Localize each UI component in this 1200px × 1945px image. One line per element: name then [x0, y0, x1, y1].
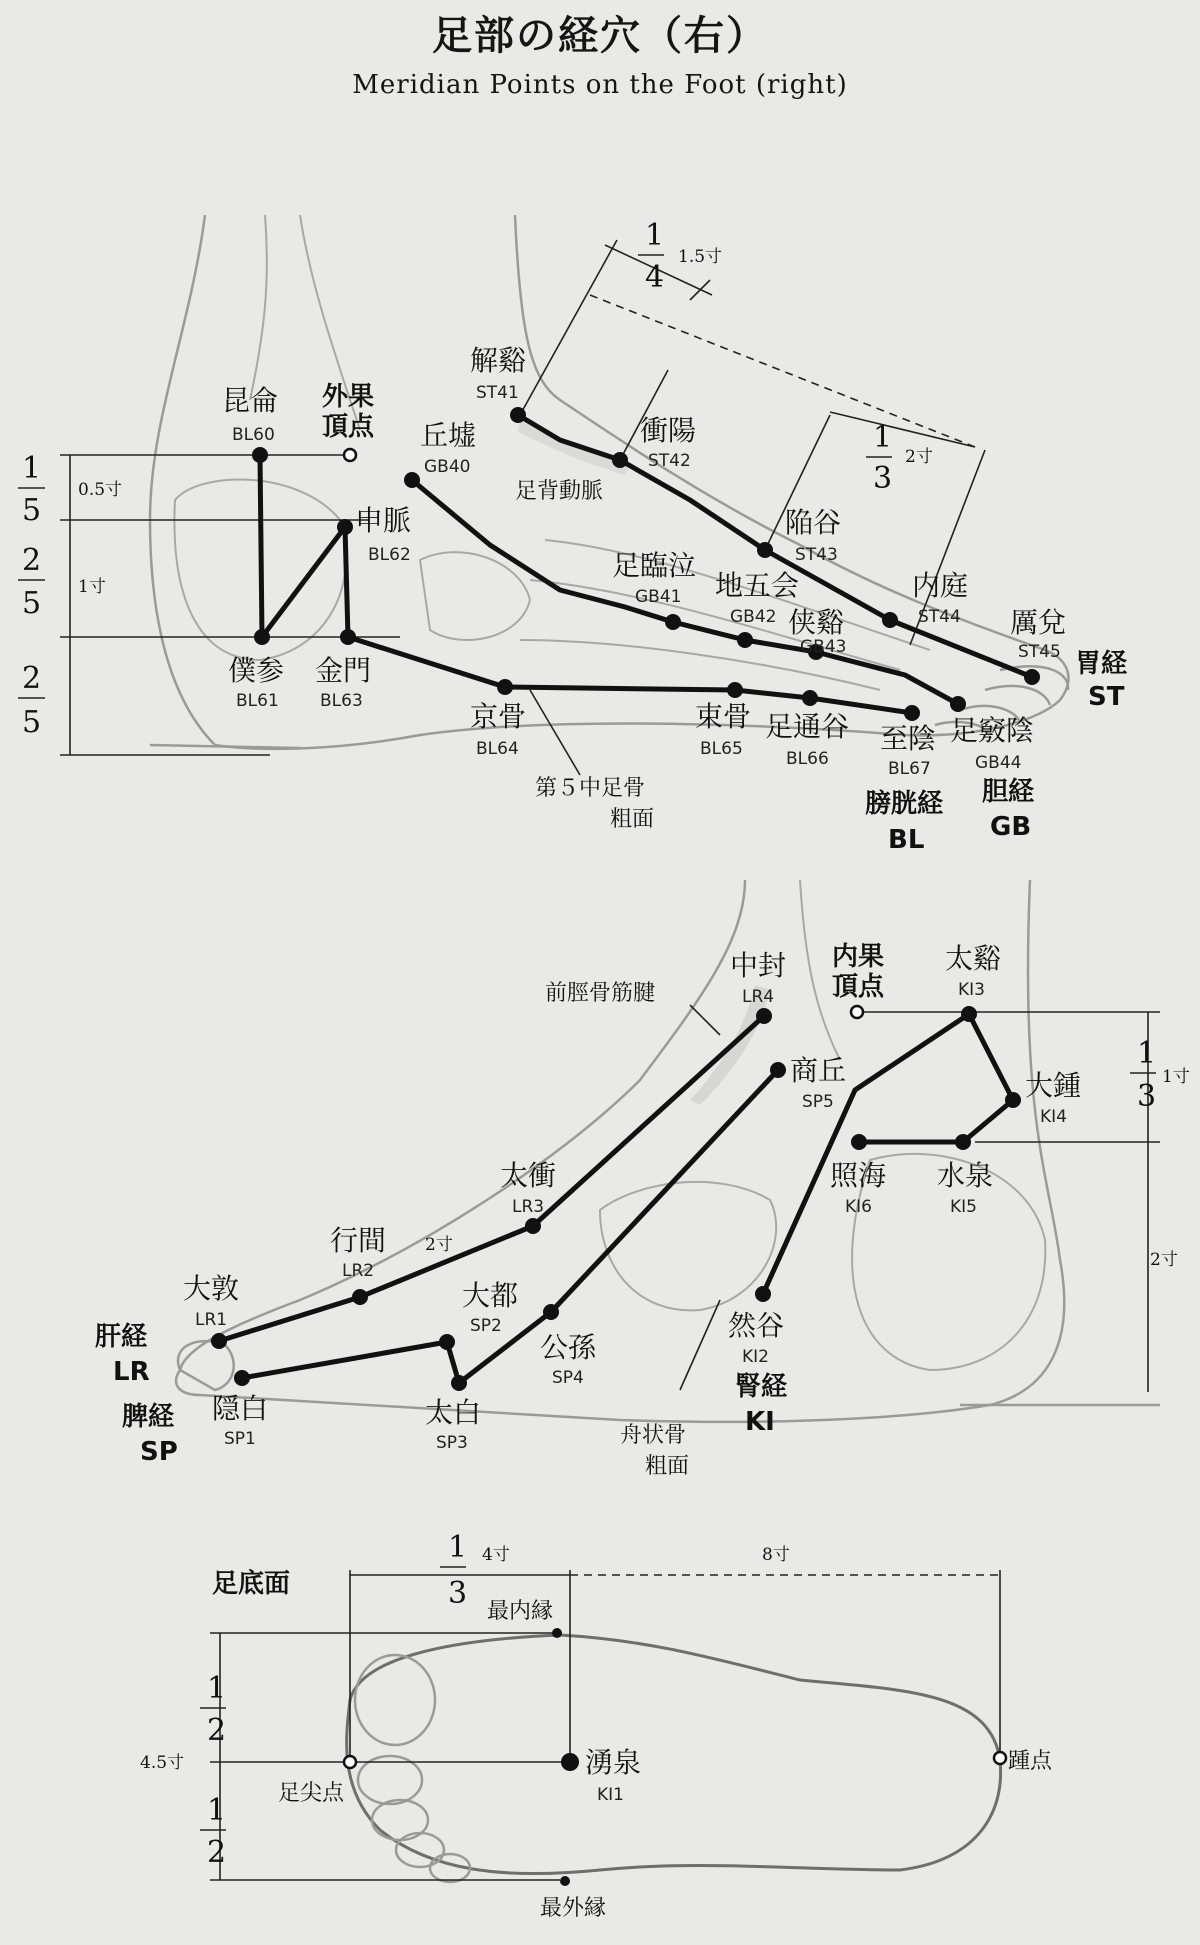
lateral-malleolus-apex-point[interactable]: [344, 449, 356, 461]
GB44-label: 足竅陰: [950, 714, 1035, 747]
ST-line: [518, 415, 1032, 677]
SP1-code: SP1: [224, 1429, 256, 1449]
KI3-point[interactable]: [961, 1006, 977, 1022]
KI6-code: KI6: [845, 1197, 872, 1217]
SP3-code: SP3: [436, 1433, 468, 1453]
medial-malleolus-label-2: 頂点: [832, 972, 885, 1002]
lateral-heel-line: [150, 745, 300, 748]
LR1-label: 大敦: [183, 1272, 240, 1305]
frac-1-5-den: 5: [22, 493, 42, 528]
lateral-view: [18, 215, 1127, 855]
innermost-label: 最内縁: [487, 1599, 554, 1624]
page-subtitle: Meridian Points on the Foot (right): [352, 70, 848, 100]
GB43-label: 侠谿: [788, 606, 845, 639]
frac-1-5-num: 1: [22, 451, 42, 486]
GB42-label: 地五会: [715, 569, 800, 602]
sole-toe-4: [396, 1833, 444, 1867]
GB42-point[interactable]: [737, 632, 753, 648]
ST44-label: 内庭: [912, 569, 969, 602]
GB42-code: GB42: [730, 607, 777, 627]
KI1-label: 湧泉: [585, 1746, 642, 1779]
toe-tip-label: 足尖点: [278, 1781, 345, 1806]
BL67-point[interactable]: [904, 705, 920, 721]
medial-tarsal-bones: [600, 1182, 776, 1310]
dorsal-measure-start: [520, 240, 617, 415]
LR4-label: 中封: [730, 949, 787, 982]
BL66-point[interactable]: [802, 690, 818, 706]
ST42-point[interactable]: [612, 452, 628, 468]
LR-meridian-code: LR: [113, 1357, 150, 1387]
BL62-point[interactable]: [337, 519, 353, 535]
GB43-code: GB43: [800, 637, 847, 657]
BL65-code: BL65: [700, 739, 743, 759]
KI4-label: 大鍾: [1025, 1069, 1082, 1102]
sole-toe-1: [355, 1655, 435, 1745]
dorsal-artery-label: 足背動脈: [515, 479, 604, 504]
frac-1-4-num: 1: [645, 218, 665, 253]
dorsal-artery-shade: [518, 420, 630, 475]
SP2-label: 大都: [462, 1279, 519, 1312]
KI-meridian-code: KI: [745, 1407, 775, 1437]
metatarsal-note-leader: [530, 690, 580, 775]
LR1-point[interactable]: [211, 1333, 227, 1349]
SP5-point[interactable]: [770, 1062, 786, 1078]
frac-1-4-den: 4: [645, 260, 665, 295]
metatarsal-note-2: 粗面: [610, 807, 655, 832]
measure-0-5-cun: 0.5寸: [78, 480, 123, 500]
navicular-note-2: 粗面: [645, 1454, 690, 1479]
GB41-code: GB41: [635, 587, 682, 607]
medial-malleolus-apex-point[interactable]: [851, 1006, 863, 1018]
measure-2-cun-a: 2寸: [905, 447, 933, 467]
innermost-edge-point[interactable]: [552, 1628, 562, 1638]
ST43-label: 陥谷: [785, 506, 842, 539]
dorsal-measure-b: [830, 412, 975, 447]
BL64-code: BL64: [476, 739, 519, 759]
KI1-code: KI1: [597, 1785, 624, 1805]
ST43-code: ST43: [795, 545, 838, 565]
sole-4-5-cun: 4.5寸: [140, 1753, 185, 1773]
medial-foot-outline: [176, 880, 1064, 1422]
frac-1-3-num: 1: [873, 420, 893, 455]
outermost-edge-point[interactable]: [560, 1876, 570, 1886]
frac-2-5a-num: 2: [22, 543, 42, 578]
frac-2-5a-den: 5: [22, 586, 42, 621]
tibialis-leader: [690, 1005, 720, 1035]
frac-1-2a-num: 1: [207, 1671, 227, 1706]
BL63-label: 金門: [315, 654, 372, 687]
ST44-point[interactable]: [882, 612, 898, 628]
medial-2-cun: 2寸: [1150, 1250, 1178, 1270]
LR3-code: LR3: [512, 1197, 545, 1217]
SP2-point[interactable]: [439, 1334, 455, 1350]
SP2-code: SP2: [470, 1316, 502, 1336]
medial-toe-big: [178, 1341, 234, 1390]
LR2-code: LR2: [342, 1261, 375, 1281]
KI2-code: KI2: [742, 1347, 769, 1367]
sole-view: [140, 1530, 1053, 1921]
heel-point[interactable]: [994, 1752, 1006, 1764]
KI6-point[interactable]: [851, 1134, 867, 1150]
LR4-code: LR4: [742, 987, 775, 1007]
KI1-point[interactable]: [561, 1753, 579, 1771]
measure-1-cun: 1寸: [78, 577, 106, 597]
GB44-point[interactable]: [950, 696, 966, 712]
SP4-point[interactable]: [543, 1304, 559, 1320]
SP3-label: 太白: [425, 1396, 482, 1429]
ST-meridian-code: ST: [1088, 682, 1125, 712]
frac-1-3c-den: 3: [448, 1576, 468, 1611]
BL62-code: BL62: [368, 545, 411, 565]
GB40-label: 丘墟: [420, 419, 477, 452]
ST42-code: ST42: [648, 451, 691, 471]
BL62-label: 申脈: [355, 504, 412, 537]
navicular-note-1: 舟状骨: [620, 1423, 687, 1448]
BL61-label: 僕参: [228, 654, 285, 687]
ST-meridian-label: 胃経: [1075, 649, 1128, 679]
BL-meridian-label: 膀胱経: [865, 789, 944, 819]
ST42-label: 衝陽: [640, 414, 697, 447]
lateral-toe-2: [985, 686, 1050, 705]
ST43-point[interactable]: [757, 542, 773, 558]
KI3-label: 太谿: [945, 942, 1002, 975]
frac-1-2a-den: 2: [207, 1713, 227, 1748]
SP-meridian-label: 脾経: [122, 1402, 175, 1432]
KI3-code: KI3: [958, 980, 985, 1000]
KI6-label: 照海: [830, 1159, 887, 1192]
BL66-code: BL66: [786, 749, 829, 769]
LR2-label: 行間: [330, 1224, 387, 1257]
BL61-code: BL61: [236, 691, 279, 711]
LR3-point[interactable]: [525, 1218, 541, 1234]
medial-malleolus-label-1: 内果: [832, 942, 885, 972]
lateral-foot-outline: [150, 215, 1068, 749]
SP1-label: 隠白: [212, 1392, 269, 1425]
SP-line: [242, 1070, 778, 1383]
KI4-code: KI4: [1040, 1107, 1067, 1127]
SP5-code: SP5: [802, 1092, 834, 1112]
frac-1-3c-num: 1: [448, 1530, 468, 1565]
BL64-point[interactable]: [497, 679, 513, 695]
BL60-label: 昆侖: [222, 384, 279, 417]
SP4-label: 公孫: [540, 1331, 597, 1364]
LR2-point[interactable]: [352, 1289, 368, 1305]
ST41-point[interactable]: [510, 407, 526, 423]
KI4-point[interactable]: [1005, 1092, 1021, 1108]
fibula-outline: [250, 215, 267, 400]
frac-1-3-den: 3: [873, 461, 893, 496]
SP4-code: SP4: [552, 1368, 584, 1388]
GB-meridian-code: GB: [990, 812, 1032, 842]
KI2-point[interactable]: [755, 1286, 771, 1302]
GB40-point[interactable]: [404, 472, 420, 488]
frac-1-3b-num: 1: [1137, 1036, 1157, 1071]
lateral-malleolus-label-2: 頂点: [322, 412, 375, 442]
outermost-label: 最外縁: [540, 1896, 607, 1921]
frac-2-5b-num: 2: [22, 661, 42, 696]
ST45-point[interactable]: [1024, 669, 1040, 685]
KI2-label: 然谷: [728, 1309, 785, 1342]
GB41-label: 足臨泣: [612, 549, 697, 582]
ST41-label: 解谿: [470, 344, 527, 377]
page-title: 足部の経穴（右）: [432, 12, 768, 59]
measure-1-5-cun: 1.5寸: [678, 247, 723, 267]
metatarsal-note-1: 第５中足骨: [535, 776, 646, 801]
GB40-code: GB40: [424, 457, 471, 477]
ST45-label: 厲兌: [1010, 606, 1067, 639]
navicular-leader: [680, 1300, 720, 1390]
frac-1-2b-den: 2: [207, 1835, 227, 1870]
BL66-label: 足通谷: [765, 710, 850, 743]
BL63-point[interactable]: [340, 629, 356, 645]
sole-4-cun: 4寸: [482, 1545, 510, 1565]
sole-title: 足底面: [212, 1569, 291, 1599]
KI5-code: KI5: [950, 1197, 977, 1217]
ST44-code: ST44: [918, 607, 961, 627]
LR4-point[interactable]: [756, 1008, 772, 1024]
GB-meridian-label: 胆経: [982, 777, 1035, 807]
tibialis-note: 前脛骨筋腱: [545, 981, 656, 1006]
SP3-point[interactable]: [451, 1375, 467, 1391]
toe-tip-point[interactable]: [344, 1756, 356, 1768]
dorsal-measure-tick: [690, 280, 710, 300]
sole-toe-2: [358, 1756, 422, 1804]
LR1-code: LR1: [195, 1310, 228, 1330]
frac-1-3b-den: 3: [1137, 1079, 1157, 1114]
SP5-label: 商丘: [790, 1054, 847, 1087]
ST45-code: ST45: [1018, 642, 1061, 662]
GB-line: [412, 480, 958, 704]
heel-label: 踵点: [1008, 1749, 1053, 1774]
ST41-code: ST41: [476, 383, 519, 403]
frac-2-5b-den: 5: [22, 705, 42, 740]
sole-8-cun: 8寸: [762, 1545, 790, 1565]
medial-1-cun: 1寸: [1162, 1067, 1190, 1087]
GB41-point[interactable]: [665, 614, 681, 630]
BL63-code: BL63: [320, 691, 363, 711]
sole-outline: [347, 1635, 1001, 1874]
KI5-label: 水泉: [937, 1159, 994, 1192]
KI-meridian-label: 腎経: [735, 1372, 788, 1402]
BL60-point[interactable]: [252, 447, 268, 463]
medial-view: [95, 880, 1190, 1479]
LR-meridian-label: 肝経: [95, 1322, 148, 1352]
LR3-label: 太衝: [500, 1159, 557, 1192]
BL-meridian-code: BL: [888, 825, 925, 855]
SP1-point[interactable]: [234, 1370, 250, 1386]
BL67-code: BL67: [888, 759, 931, 779]
KI5-point[interactable]: [955, 1134, 971, 1150]
BL61-point[interactable]: [254, 629, 270, 645]
BL65-label: 束骨: [695, 700, 752, 733]
LR-2-cun: 2寸: [425, 1235, 453, 1255]
cuboid-outline: [420, 552, 530, 640]
lateral-malleolus-label-1: 外果: [322, 382, 375, 412]
frac-1-2b-num: 1: [207, 1793, 227, 1828]
BL67-label: 至陰: [880, 722, 937, 755]
BL65-point[interactable]: [727, 682, 743, 698]
GB44-code: GB44: [975, 753, 1022, 773]
BL60-code: BL60: [232, 425, 275, 445]
BL64-label: 京骨: [470, 700, 527, 733]
SP-meridian-code: SP: [140, 1437, 178, 1467]
